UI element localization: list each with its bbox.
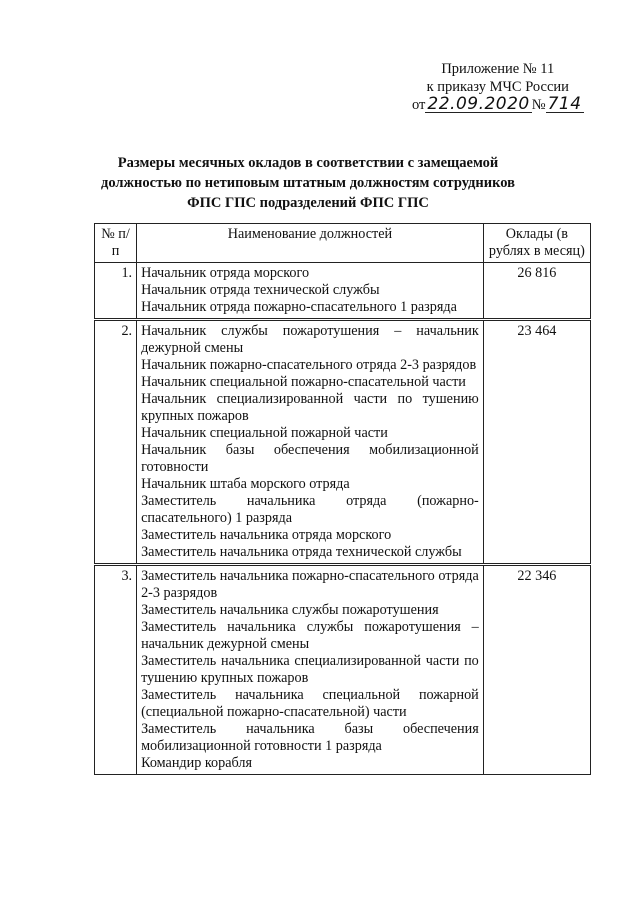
table-row bbox=[95, 263, 591, 320]
header-name: Наименование должностей bbox=[137, 224, 484, 263]
position-title: Заместитель начальника пожарно-спасательного отряда 2-3 разрядов bbox=[141, 568, 479, 601]
position-title: Начальник специализированной части по тушению крупных пожаров bbox=[141, 391, 479, 424]
table-row bbox=[95, 320, 591, 565]
annex-header bbox=[412, 60, 584, 114]
position-title: Заместитель начальника службы пожаротушения – начальник дежурной смены bbox=[141, 619, 479, 652]
position-title: Начальник отряда технической службы bbox=[141, 282, 380, 298]
position-title: Заместитель начальника специализированной части по тушению крупных пожаров bbox=[141, 653, 479, 686]
position-title: Заместитель начальника отряда морского bbox=[141, 527, 392, 543]
document-title: Размеры месячных окладов в соответствии с замещаемой должностью по нетиповым штатным должностям сотрудников ФПС ГПС подразделений ФПС ГПС bbox=[101, 155, 515, 211]
position-title: Заместитель начальника службы пожаротушения bbox=[141, 602, 439, 618]
position-title: Командир корабля bbox=[141, 755, 253, 771]
row-index: 2. bbox=[95, 320, 137, 565]
annex-number: Приложение № 11 bbox=[441, 61, 555, 77]
row-positions bbox=[137, 263, 484, 320]
header-salary: Оклады (в рублях в месяц) bbox=[483, 224, 590, 263]
position-title: Заместитель начальника специальной пожарной (специальной пожарно-спасательной) части bbox=[141, 687, 479, 720]
position-title: Начальник пожарно-спасательного отряда 2-3 разрядов bbox=[141, 357, 477, 373]
order-number-handwritten: 714 bbox=[547, 94, 582, 114]
table-header-row bbox=[95, 224, 591, 263]
row-salary: 26 816 bbox=[483, 263, 590, 320]
row-salary: 22 346 bbox=[483, 565, 590, 775]
salary-table bbox=[94, 223, 591, 775]
position-title: Начальник отряда морского bbox=[141, 265, 310, 281]
row-index: 3. bbox=[95, 565, 137, 775]
row-salary: 23 464 bbox=[483, 320, 590, 565]
annex-order-date-line bbox=[412, 96, 584, 114]
position-title: Начальник штаба морского отряда bbox=[141, 476, 350, 492]
position-title: Заместитель начальника отряда технической службы bbox=[141, 544, 462, 560]
row-positions bbox=[137, 320, 484, 565]
row-index: 1. bbox=[95, 263, 137, 320]
position-title: Начальник службы пожаротушения – начальник дежурной смены bbox=[141, 323, 479, 356]
position-title: Начальник специальной пожарной части bbox=[141, 425, 388, 441]
annex-order-ref: к приказу МЧС России bbox=[426, 79, 569, 95]
position-title: Заместитель начальника отряда (пожарно-спасательного) 1 разряда bbox=[141, 493, 479, 526]
order-number-prefix: № bbox=[531, 97, 546, 113]
header-num: № п/п bbox=[95, 224, 137, 263]
position-title: Начальник отряда пожарно-спасательного 1 разряда bbox=[141, 299, 457, 315]
order-date-handwritten: 22.09.2020 bbox=[427, 94, 530, 114]
table-row bbox=[95, 565, 591, 775]
order-from-prefix: от bbox=[412, 97, 426, 113]
row-positions bbox=[137, 565, 484, 775]
position-title: Начальник базы обеспечения мобилизационной готовности bbox=[141, 442, 479, 475]
table-body bbox=[95, 263, 591, 775]
position-title: Начальник специальной пожарно-спасательной части bbox=[141, 374, 466, 390]
position-title: Заместитель начальника базы обеспечения мобилизационной готовности 1 разряда bbox=[141, 721, 479, 754]
